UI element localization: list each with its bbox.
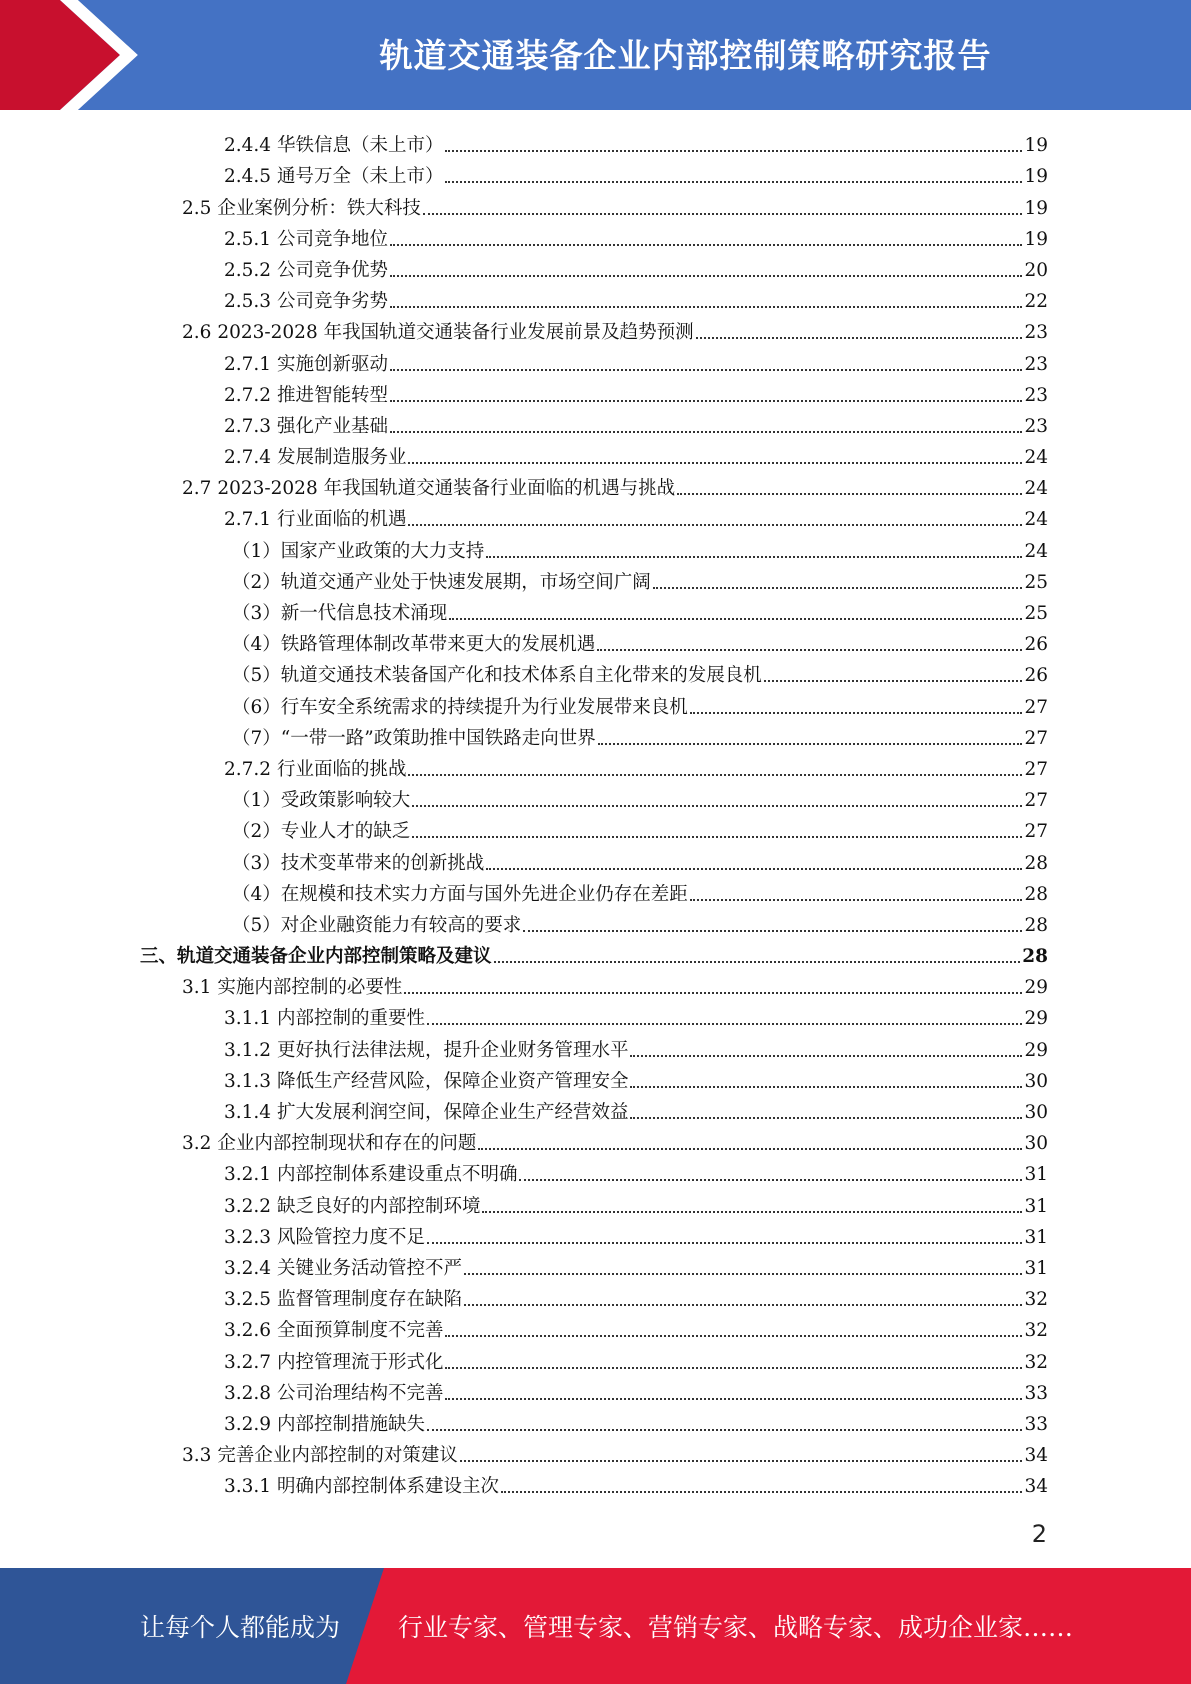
- toc-entry[interactable]: [140, 1250, 1048, 1281]
- toc-dot-leader: [494, 961, 1021, 963]
- toc-entry-page: 27: [1024, 727, 1048, 749]
- toc-entry-page: 24: [1024, 509, 1048, 531]
- toc-entry[interactable]: [140, 377, 1048, 408]
- toc-entry[interactable]: [140, 127, 1048, 158]
- toc-entry-number: 2.7.1: [224, 353, 272, 375]
- toc-entry-number: 3.1.1: [224, 1008, 272, 1030]
- toc-entry-page: 19: [1024, 135, 1048, 157]
- toc-entry-page: 31: [1024, 1257, 1048, 1279]
- toc-entry-page: 27: [1024, 790, 1048, 812]
- toc-entry-title: 行业面临的挑战: [276, 758, 407, 780]
- toc-dot-leader: [449, 618, 1022, 620]
- toc-entry-number: 2.6: [182, 322, 212, 344]
- toc-dot-leader: [653, 587, 1023, 589]
- toc-dot-leader: [408, 774, 1022, 776]
- toc-entry-page: 25: [1024, 571, 1048, 593]
- toc-entry-number: 3.3: [182, 1445, 212, 1467]
- toc-entry-number: （3）: [232, 603, 281, 624]
- toc-entry[interactable]: [140, 470, 1048, 501]
- toc-dot-leader: [630, 1117, 1022, 1119]
- toc-entry-title: 公司竞争优势: [276, 259, 388, 281]
- toc-entry-title: 新一代信息技术涌现: [280, 603, 448, 624]
- toc-entry-number: 3.2.4: [224, 1257, 272, 1279]
- toc-dot-leader: [390, 306, 1022, 308]
- toc-entry-page: 29: [1024, 1008, 1048, 1030]
- toc-dot-leader: [501, 1491, 1022, 1493]
- toc-entry-page: 31: [1024, 1226, 1048, 1248]
- toc-entry-title: 企业案例分析：铁大科技: [217, 197, 421, 219]
- toc-entry-title: 降低生产经营风险，保障企业资产管理安全: [276, 1070, 629, 1092]
- toc-entry-title: 行车安全系统需求的持续提升为行业发展带来良机: [280, 696, 688, 718]
- toc-dot-leader: [597, 649, 1022, 651]
- toc-entry[interactable]: [140, 1094, 1048, 1125]
- toc-entry-page: 23: [1024, 322, 1048, 344]
- toc-entry[interactable]: [140, 626, 1048, 657]
- toc-entry-title: 内部控制体系建设重点不明确: [276, 1164, 518, 1186]
- toc-entry-number: 3.2.5: [224, 1289, 272, 1311]
- toc-dot-leader: [445, 1367, 1022, 1369]
- toc-entry-number: 3.2.3: [224, 1226, 272, 1248]
- toc-entry-number: 3.2: [182, 1133, 212, 1155]
- toc-entry[interactable]: [140, 1343, 1048, 1374]
- toc-dot-leader: [390, 400, 1022, 402]
- toc-entry-number: 2.7.4: [224, 447, 272, 469]
- toc-entry-number: 3.1.2: [224, 1039, 272, 1061]
- page-footer: [0, 1568, 1191, 1684]
- toc-dot-leader: [408, 524, 1022, 526]
- toc-entry[interactable]: [140, 1187, 1048, 1218]
- toc-entry-title: 专业人才的缺乏: [280, 821, 411, 843]
- toc-entry[interactable]: [140, 938, 1048, 969]
- toc-entry-page: 33: [1024, 1382, 1048, 1404]
- toc-entry-page: 34: [1024, 1445, 1048, 1467]
- toc-dot-leader: [408, 462, 1022, 464]
- toc-dot-leader: [445, 181, 1022, 183]
- toc-entry-page: 23: [1024, 353, 1048, 375]
- toc-dot-leader: [404, 992, 1022, 994]
- toc-entry-number: 2.5.1: [224, 228, 272, 250]
- toc-entry-title: 公司竞争劣势: [276, 291, 388, 313]
- toc-dot-leader: [445, 150, 1022, 152]
- table-of-contents: [140, 127, 1048, 1499]
- toc-entry[interactable]: [140, 813, 1048, 844]
- toc-entry-number: （1）: [232, 540, 281, 562]
- toc-dot-leader: [696, 337, 1023, 339]
- toc-entry-number: 2.5.2: [224, 259, 272, 281]
- toc-entry-page: 19: [1024, 166, 1048, 188]
- toc-entry[interactable]: [140, 720, 1048, 751]
- toc-entry-page: 28: [1022, 946, 1048, 968]
- toc-entry-title: 关键业务活动管控不严: [276, 1257, 462, 1279]
- toc-entry-page: 27: [1024, 758, 1048, 780]
- toc-entry-title: 受政策影响较大: [280, 790, 411, 812]
- toc-entry[interactable]: [140, 1156, 1048, 1187]
- toc-entry-page: 20: [1024, 259, 1048, 281]
- toc-entry[interactable]: [140, 782, 1048, 813]
- toc-entry-page: 27: [1024, 696, 1048, 718]
- toc-entry-page: 24: [1024, 478, 1048, 500]
- toc-entry[interactable]: [140, 158, 1048, 189]
- toc-entry-title: 企业内部控制现状和存在的问题: [217, 1133, 477, 1155]
- toc-entry[interactable]: [140, 283, 1048, 314]
- toc-entry-title: 通号万全（未上市）: [276, 166, 444, 188]
- toc-entry[interactable]: [140, 221, 1048, 252]
- toc-entry[interactable]: [140, 314, 1048, 345]
- toc-entry-page: 24: [1024, 447, 1048, 469]
- toc-entry-page: 29: [1024, 1039, 1048, 1061]
- toc-entry-title: 实施内部控制的必要性: [217, 977, 403, 999]
- toc-entry-title: 轨道交通产业处于快速发展期，市场空间广阔: [280, 571, 651, 593]
- toc-entry-number: 2.7.1: [224, 509, 272, 531]
- toc-dot-leader: [764, 680, 1023, 682]
- toc-entry-page: 28: [1024, 883, 1048, 905]
- toc-entry-page: 30: [1024, 1133, 1048, 1155]
- toc-entry-page: 32: [1024, 1289, 1048, 1311]
- toc-entry-title: 对企业融资能力有较高的要求: [280, 914, 522, 936]
- toc-dot-leader: [598, 743, 1023, 745]
- toc-entry-title: 在规模和技术实力方面与国外先进企业仍存在差距: [280, 883, 688, 905]
- toc-entry-page: 31: [1024, 1195, 1048, 1217]
- toc-entry-title: 铁路管理体制改革带来更大的发展机遇: [280, 634, 596, 656]
- toc-entry-number: （6）: [232, 696, 281, 718]
- toc-entry[interactable]: [140, 657, 1048, 688]
- toc-entry[interactable]: [140, 1375, 1048, 1406]
- toc-entry-page: 23: [1024, 415, 1048, 437]
- toc-entry-number: 3.3.1: [224, 1476, 272, 1498]
- toc-entry[interactable]: [140, 1468, 1048, 1499]
- toc-entry-number: 3.2.2: [224, 1195, 272, 1217]
- toc-entry-page: 26: [1024, 634, 1048, 656]
- toc-entry-title: 轨道交通装备企业内部控制策略及建议: [177, 946, 492, 968]
- toc-entry[interactable]: [140, 1219, 1048, 1250]
- toc-entry[interactable]: [140, 844, 1048, 875]
- toc-entry-number: （5）: [232, 914, 281, 936]
- footer-slogan-left: 让每个人都能成为: [140, 1613, 341, 1642]
- toc-dot-leader: [427, 1429, 1022, 1431]
- toc-entry[interactable]: [140, 564, 1048, 595]
- toc-entry-page: 27: [1024, 821, 1048, 843]
- toc-dot-leader: [690, 712, 1023, 714]
- toc-entry-page: 31: [1024, 1164, 1048, 1186]
- page-header: [0, 0, 1191, 110]
- toc-entry-title: 发展制造服务业: [276, 447, 407, 469]
- toc-entry-title: 更好执行法律法规，提升企业财务管理水平: [276, 1039, 629, 1061]
- toc-dot-leader: [630, 1086, 1022, 1088]
- toc-entry-title: 缺乏良好的内部控制环境: [276, 1195, 481, 1217]
- toc-entry-number: 3.2.9: [224, 1413, 272, 1435]
- toc-entry-number: 3.2.8: [224, 1382, 272, 1404]
- toc-dot-leader: [482, 1211, 1022, 1213]
- toc-entry-number: 三、: [140, 946, 178, 968]
- toc-entry-number: 3.1.4: [224, 1102, 272, 1123]
- toc-dot-leader: [690, 899, 1023, 901]
- toc-entry-number: （5）: [232, 665, 281, 687]
- toc-entry[interactable]: [140, 501, 1048, 532]
- footer-slogan-right: 行业专家、管理专家、营销专家、战略专家、成功企业家……: [398, 1613, 1074, 1642]
- toc-entry[interactable]: [140, 751, 1048, 782]
- toc-entry-page: 28: [1024, 852, 1048, 874]
- toc-entry-title: 国家产业政策的大力支持: [280, 540, 485, 562]
- toc-entry-number: （1）: [232, 790, 281, 812]
- toc-entry[interactable]: [140, 1437, 1048, 1468]
- toc-entry[interactable]: [140, 1406, 1048, 1437]
- toc-entry-title: 实施创新驱动: [276, 353, 388, 375]
- toc-entry[interactable]: [140, 1125, 1048, 1156]
- toc-entry-number: 3.1.3: [224, 1070, 272, 1092]
- toc-entry-page: 32: [1024, 1320, 1048, 1342]
- toc-entry-title: 明确内部控制体系建设主次: [276, 1476, 499, 1498]
- toc-entry[interactable]: [140, 688, 1048, 719]
- toc-entry-number: 2.4.5: [224, 166, 272, 188]
- toc-entry-number: 2.4.4: [224, 135, 272, 157]
- toc-entry-number: 3.2.1: [224, 1164, 272, 1186]
- toc-entry[interactable]: [140, 907, 1048, 938]
- toc-entry-page: 29: [1024, 977, 1048, 999]
- toc-entry-page: 33: [1024, 1413, 1048, 1435]
- toc-dot-leader: [423, 213, 1023, 215]
- toc-entry-title: 内部控制的重要性: [276, 1008, 425, 1030]
- toc-entry-number: （3）: [232, 852, 281, 874]
- toc-dot-leader: [464, 1304, 1022, 1306]
- toc-entry-page: 34: [1024, 1476, 1048, 1498]
- header-arrow-decoration: [0, 0, 150, 110]
- toc-entry-number: 2.7.2: [224, 384, 272, 406]
- toc-entry[interactable]: [140, 345, 1048, 376]
- toc-entry-title: 全面预算制度不完善: [276, 1320, 444, 1342]
- toc-entry-page: 19: [1024, 197, 1048, 219]
- toc-entry-number: 2.7.2: [224, 758, 272, 780]
- toc-entry-page: 19: [1024, 228, 1048, 250]
- toc-entry-page: 26: [1024, 665, 1048, 687]
- toc-dot-leader: [427, 1023, 1022, 1025]
- toc-dot-leader: [478, 1148, 1022, 1150]
- toc-dot-leader: [390, 244, 1022, 246]
- toc-entry-title: 风险管控力度不足: [276, 1226, 425, 1248]
- toc-entry-number: （2）: [232, 821, 281, 843]
- toc-dot-leader: [412, 836, 1022, 838]
- toc-entry-page: 22: [1024, 291, 1048, 313]
- toc-entry-page: 32: [1024, 1351, 1048, 1373]
- toc-entry-number: （7）: [232, 727, 281, 749]
- toc-entry-page: 23: [1024, 384, 1048, 406]
- toc-entry[interactable]: [140, 1000, 1048, 1031]
- toc-entry-page: 28: [1024, 914, 1048, 936]
- toc-dot-leader: [427, 1242, 1022, 1244]
- toc-dot-leader: [412, 805, 1022, 807]
- page-number: 2: [1031, 1520, 1047, 1548]
- toc-entry-title: 内控管理流于形式化: [276, 1351, 444, 1373]
- toc-entry-title: 监督管理制度存在缺陷: [276, 1289, 462, 1311]
- toc-entry-number: 2.5: [182, 197, 212, 219]
- toc-dot-leader: [523, 930, 1022, 932]
- toc-entry[interactable]: [140, 876, 1048, 907]
- toc-entry-title: 推进智能转型: [276, 384, 388, 406]
- toc-entry-title: 扩大发展利润空间，保障企业生产经营效益: [276, 1102, 629, 1123]
- toc-entry-number: （4）: [232, 883, 281, 905]
- toc-entry-number: 2.7.3: [224, 415, 272, 437]
- toc-entry-page: 30: [1024, 1070, 1048, 1092]
- toc-entry-title: 行业面临的机遇: [276, 509, 407, 531]
- toc-entry-title: 公司治理结构不完善: [276, 1382, 444, 1404]
- toc-entry[interactable]: [140, 1031, 1048, 1062]
- toc-dot-leader: [390, 369, 1022, 371]
- toc-dot-leader: [445, 1398, 1022, 1400]
- toc-entry[interactable]: [140, 189, 1048, 220]
- toc-entry-page: 30: [1024, 1102, 1048, 1123]
- toc-dot-leader: [460, 1460, 1023, 1462]
- toc-entry-title: 强化产业基础: [276, 415, 388, 437]
- toc-dot-leader: [464, 1273, 1022, 1275]
- toc-entry-number: （4）: [232, 634, 281, 656]
- toc-entry[interactable]: [140, 1063, 1048, 1094]
- toc-entry-page: 25: [1024, 603, 1048, 624]
- toc-entry[interactable]: [140, 439, 1048, 470]
- toc-entry-title: 轨道交通技术装备国产化和技术体系自主化带来的发展良机: [280, 665, 762, 687]
- toc-entry[interactable]: [140, 1281, 1048, 1312]
- toc-dot-leader: [630, 1055, 1022, 1057]
- toc-entry[interactable]: [140, 532, 1048, 563]
- toc-entry[interactable]: [140, 252, 1048, 283]
- toc-entry[interactable]: [140, 969, 1048, 1000]
- toc-entry-number: 2.7: [182, 478, 212, 500]
- toc-entry-title: 华铁信息（未上市）: [276, 135, 444, 157]
- toc-entry-number: 2.5.3: [224, 291, 272, 313]
- header-title: 轨道交通装备企业内部控制策略研究报告: [379, 35, 992, 75]
- toc-dot-leader: [390, 275, 1022, 277]
- toc-dot-leader: [677, 493, 1022, 495]
- toc-dot-leader: [486, 868, 1022, 870]
- toc-entry[interactable]: [140, 408, 1048, 439]
- toc-entry-page: 24: [1024, 540, 1048, 562]
- toc-entry-title: 2023-2028 年我国轨道交通装备行业面临的机遇与挑战: [217, 478, 676, 500]
- toc-entry[interactable]: [140, 595, 1048, 626]
- toc-entry-title: 技术变革带来的创新挑战: [280, 852, 485, 874]
- toc-entry-title: 2023-2028 年我国轨道交通装备行业发展前景及趋势预测: [217, 322, 694, 344]
- toc-entry-title: 公司竞争地位: [276, 228, 388, 250]
- toc-entry[interactable]: [140, 1312, 1048, 1343]
- toc-dot-leader: [519, 1179, 1022, 1181]
- toc-entry-title: 完善企业内部控制的对策建议: [217, 1445, 458, 1467]
- toc-entry-number: 3.2.7: [224, 1351, 272, 1373]
- toc-entry-number: 3.2.6: [224, 1320, 272, 1342]
- toc-entry-number: 3.1: [182, 977, 212, 999]
- toc-entry-number: （2）: [232, 571, 281, 593]
- toc-dot-leader: [390, 431, 1022, 433]
- toc-dot-leader: [445, 1335, 1022, 1337]
- toc-dot-leader: [486, 556, 1022, 558]
- toc-entry-title: “一带一路”政策助推中国铁路走向世界: [280, 727, 596, 749]
- toc-entry-title: 内部控制措施缺失: [276, 1413, 425, 1435]
